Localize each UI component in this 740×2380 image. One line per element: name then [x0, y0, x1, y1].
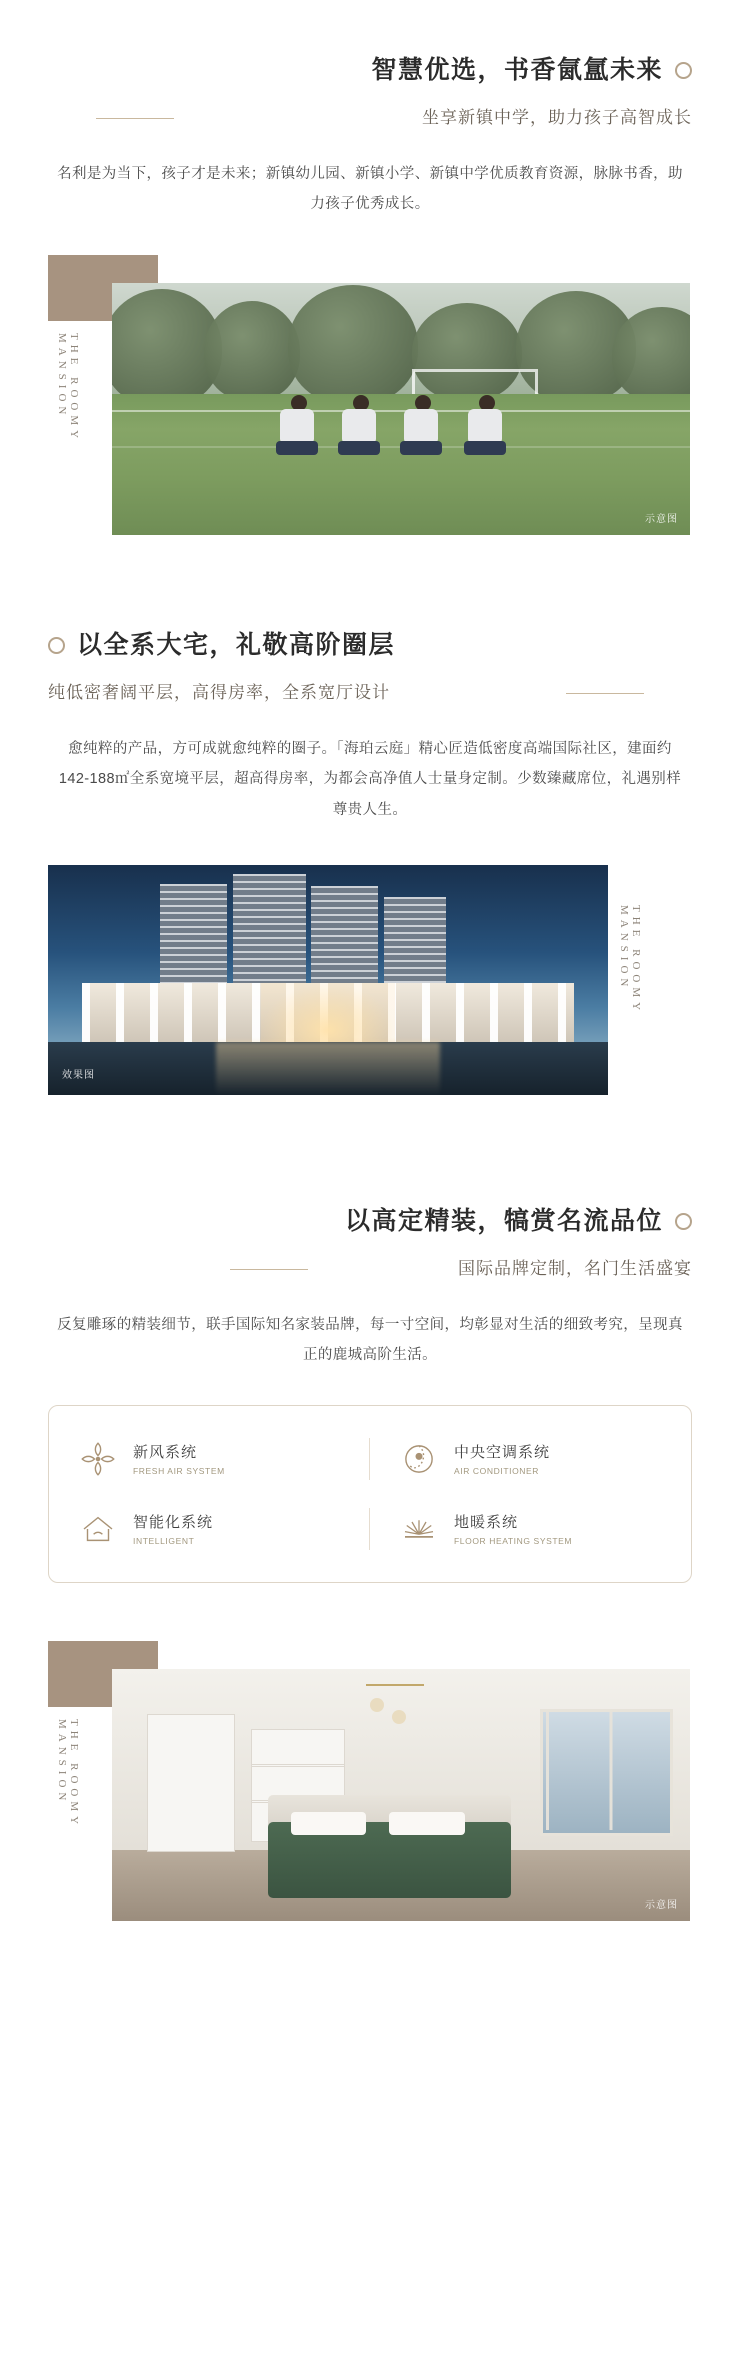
- water-reflection: [216, 1042, 440, 1095]
- section-2-title: 以全系大宅，礼敬高阶圈层: [77, 631, 396, 660]
- section-3-figure: [0, 1641, 740, 1941]
- feature-text: [454, 1511, 572, 1546]
- student-body: [342, 409, 376, 443]
- photo-field: [112, 394, 690, 535]
- section-1-image-caption: 示意图: [645, 514, 678, 526]
- divider-rule: [96, 118, 174, 119]
- shelf-unit: [251, 1764, 345, 1767]
- feature-label-en: INTELLIGENT: [133, 1536, 195, 1547]
- feature-text: [454, 1441, 550, 1476]
- section-3-title: 以高定精装，犒赏名流品位: [344, 1207, 663, 1236]
- section-1-subtitle-row: [48, 103, 692, 133]
- circle-ornament-icon: [48, 637, 65, 654]
- feature-label-cn: 中央空调系统: [454, 1444, 551, 1462]
- lamp-bar: [366, 1684, 424, 1686]
- tower-block: [160, 884, 227, 994]
- floor-heating-icon: [398, 1508, 440, 1550]
- feature-label-en: FLOOR HEATING SYSTEM: [454, 1536, 573, 1547]
- bottom-spacer: [0, 1941, 740, 1981]
- feature-label-cn: 新风系统: [133, 1444, 198, 1462]
- fresh-air-icon: [77, 1438, 119, 1480]
- intelligent-icon: [77, 1508, 119, 1550]
- tree-icon: [204, 301, 300, 401]
- lamp-ball: [370, 1698, 384, 1712]
- section-2-subtitle-row: [48, 678, 692, 708]
- feature-item-floor-heating[interactable]: [370, 1494, 691, 1564]
- section-1-paragraph: 名利是为当下，孩子才是未来；新镇幼儿园、新镇小学、新镇中学优质教育资源，脉脉书香，助力孩子优秀成长。: [57, 165, 683, 212]
- tower-block: [311, 886, 378, 994]
- circle-ornament-icon: [675, 62, 692, 79]
- section-3-heading: [0, 1205, 740, 1284]
- feature-text: [133, 1511, 213, 1546]
- circle-ornament-icon: [675, 1213, 692, 1230]
- section-1-title: 智慧优选，书香氤氲未来: [371, 56, 663, 84]
- tower-block: [384, 897, 446, 994]
- section-2-figure: [0, 865, 740, 1105]
- lamp-ball: [392, 1710, 406, 1724]
- section-1-heading: [0, 54, 740, 133]
- student-figure: [280, 395, 318, 455]
- feature-label-en: FRESH AIR SYSTEM: [133, 1466, 225, 1477]
- pillow: [389, 1812, 464, 1835]
- student-body: [280, 409, 314, 443]
- building-photo: [48, 865, 608, 1095]
- pendant-lamp-icon: [366, 1684, 424, 1724]
- student-body: [404, 409, 438, 443]
- student-figure: [468, 395, 506, 455]
- air-conditioner-icon: [398, 1438, 440, 1480]
- section-2-image-caption: 效果图: [62, 1070, 95, 1082]
- tree-icon: [288, 285, 418, 405]
- student-body: [468, 409, 502, 443]
- feature-item-fresh-air[interactable]: [49, 1424, 370, 1494]
- student-figure: [404, 395, 442, 455]
- divider-rule: [230, 1269, 308, 1270]
- section-2-paragraph: 愈纯粹的产品，方可成就愈纯粹的圈子。「海珀云庭」精心匠造低密度高端国际社区，建面约142-188㎡全系宽境平层，超高得房率，为都会高净值人士量身定制。少数臻藏席位，礼遇别样尊贵人生。: [58, 740, 682, 818]
- brand-vertical-label: THE ROOMY MANSION: [618, 905, 642, 1015]
- student-legs: [276, 441, 318, 455]
- feature-list: [48, 1405, 692, 1583]
- school-photo: [112, 283, 690, 535]
- section-1-figure: [0, 255, 740, 555]
- pillow: [291, 1812, 366, 1835]
- feature-item-intelligent[interactable]: [49, 1494, 370, 1564]
- brand-vertical-label: THE ROOMY MANSION: [56, 333, 80, 444]
- student-legs: [338, 441, 380, 455]
- brand-vertical-label: THE ROOMY MANSION: [56, 1718, 80, 1829]
- divider-rule: [566, 693, 644, 694]
- section-3-paragraph: 反复雕琢的精装细节，联手国际知名家装品牌，每一寸空间，均彰显对生活的细致考究，呈现真正的鹿城高阶生活。: [57, 1316, 683, 1364]
- feature-label-cn: 智能化系统: [133, 1514, 214, 1532]
- feature-item-air-conditioner[interactable]: [370, 1424, 691, 1494]
- feature-label-en: AIR CONDITIONER: [454, 1466, 540, 1477]
- student-legs: [464, 441, 506, 455]
- feature-text: [133, 1441, 225, 1476]
- entrance-glow: [261, 983, 395, 1043]
- field-line: [112, 410, 690, 412]
- section-1-subtitle: 坐享新镇中学，助力孩子高智成长: [422, 107, 692, 127]
- section-2-subtitle: 纯低密奢阔平层，高得房率，全系宽厅设计: [48, 682, 390, 702]
- section-3-subtitle: 国际品牌定制，名门生活盛宴: [458, 1258, 692, 1278]
- window-mullion: [546, 1709, 673, 1830]
- section-3-subtitle-row: [48, 1254, 692, 1284]
- student-figure: [342, 395, 380, 455]
- section-3-image-caption: 示意图: [645, 1899, 678, 1911]
- section-2-heading: [0, 629, 740, 708]
- tower-block: [233, 874, 306, 994]
- wardrobe-unit: [147, 1714, 236, 1852]
- student-legs: [400, 441, 442, 455]
- interior-photo: [112, 1669, 690, 1921]
- feature-label-cn: 地暖系统: [454, 1514, 519, 1532]
